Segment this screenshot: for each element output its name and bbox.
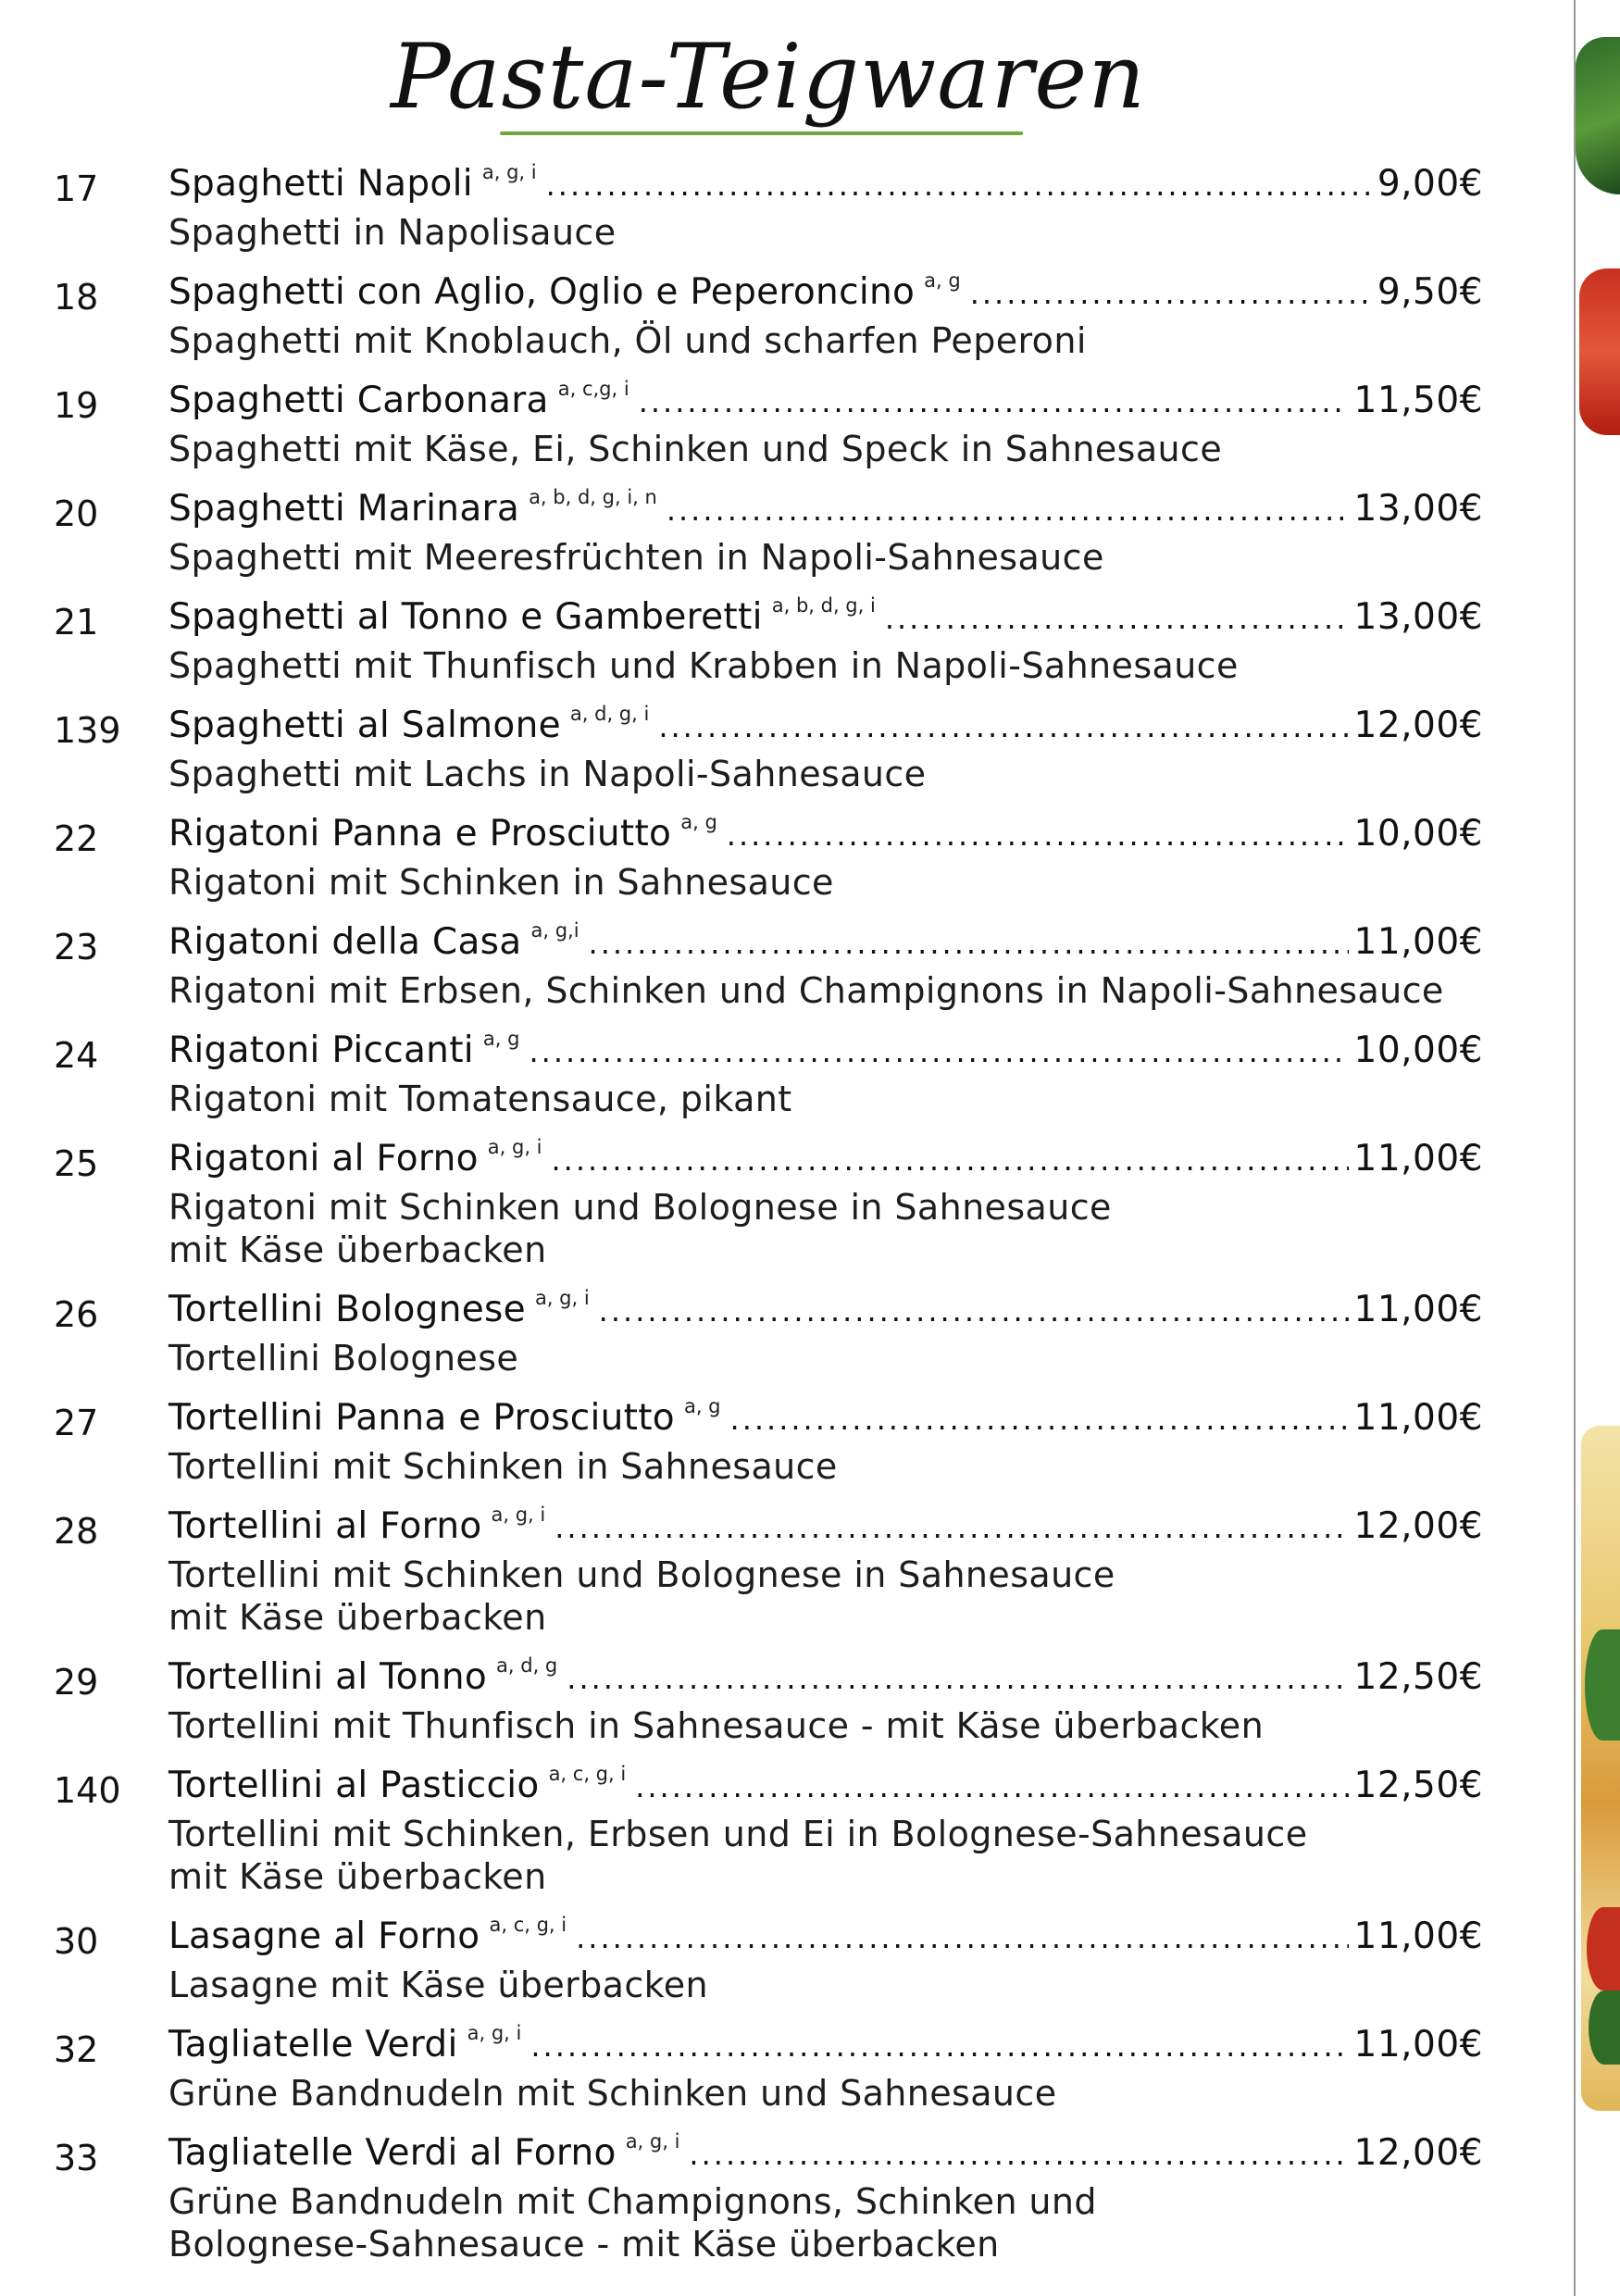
menu-item-description: Rigatoni mit Schinken und Bolognese in Sahnesauce: [168, 1187, 1112, 1228]
menu-item-number: 17: [54, 168, 99, 209]
menu-item-name: Spaghetti al Tonno e Gamberetti: [168, 596, 763, 638]
menu-item: [0, 379, 1500, 470]
menu-item-name: Spaghetti Napoli: [168, 163, 473, 205]
dot-leader: [529, 1029, 1348, 1074]
menu-item-number: 30: [54, 1921, 99, 1962]
menu-item-allergens: a, g,i: [530, 919, 579, 942]
menu-item-price: 12,50€: [1353, 1656, 1483, 1698]
menu-item-name: Spaghetti Carbonara: [168, 380, 549, 421]
menu-item: [0, 270, 1500, 362]
dot-leader: [970, 271, 1372, 316]
menu-item-name: Tagliatelle Verdi: [168, 2024, 458, 2065]
menu-item-row: [168, 2131, 1483, 2180]
menu-item: [0, 1288, 1500, 1379]
menu-item-allergens: a, g: [683, 1395, 721, 1417]
menu-item-number: 24: [54, 1035, 99, 1076]
menu-item: [0, 487, 1500, 579]
menu-item-name: Tortellini al Pasticcio: [168, 1765, 540, 1806]
dot-leader: [658, 705, 1348, 749]
basil-leaf-icon: [1585, 1629, 1620, 1741]
dot-leader: [576, 1915, 1348, 1960]
menu-item-number: 33: [54, 2138, 99, 2178]
menu-item-row: [168, 270, 1483, 319]
page-edge-line: [1574, 0, 1576, 2296]
menu-item-description: Grüne Bandnudeln mit Champignons, Schinken und: [168, 2181, 1097, 2222]
menu-item-name: Tortellini al Tonno: [168, 1656, 488, 1698]
menu-item-number: 19: [54, 385, 99, 426]
menu-item: [0, 1396, 1500, 1488]
menu-item-row: [168, 812, 1483, 861]
menu-item-description: mit Käse überbacken: [168, 1229, 547, 1270]
menu-item: [0, 1655, 1500, 1747]
dot-leader: [599, 1289, 1349, 1333]
menu-item-price: 9,50€: [1377, 271, 1483, 313]
menu-item-description: Spaghetti mit Thunfisch und Krabben in Napoli-Sahnesauce: [168, 645, 1239, 686]
menu-item-allergens: a, b, d, g, i, n: [529, 486, 657, 508]
menu-item-price: 11,00€: [1353, 1397, 1483, 1439]
menu-item-allergens: a, b, d, g, i: [771, 594, 876, 617]
menu-item-price: 11,00€: [1353, 2024, 1483, 2065]
dot-leader: [730, 1397, 1349, 1441]
menu-item-allergens: a, g: [924, 269, 961, 292]
menu-item-name: Lasagne al Forno: [168, 1915, 480, 1957]
menu-item-price: 12,50€: [1353, 1765, 1483, 1806]
tomato-icon: [1579, 268, 1620, 435]
menu-item-description: Bolognese-Sahnesauce - mit Käse überbacken: [168, 2224, 1000, 2265]
dot-leader: [639, 380, 1349, 424]
menu-item-allergens: a, g, i: [625, 2130, 680, 2152]
menu-item-row: [168, 1504, 1483, 1554]
menu-item-number: 26: [54, 1294, 99, 1335]
menu-item-description: Rigatoni mit Schinken in Sahnesauce: [168, 862, 834, 903]
menu-item-name: Tortellini Bolognese: [168, 1289, 526, 1330]
menu-item-row: [168, 1655, 1483, 1704]
menu-item-row: [168, 2023, 1483, 2072]
dot-leader: [546, 163, 1372, 207]
menu-item-number: 18: [54, 277, 99, 318]
menu-item-description: Lasagne mit Käse überbacken: [168, 1965, 708, 2005]
menu-item-name: Tortellini Panna e Prosciutto: [168, 1397, 675, 1439]
menu-item-number: 28: [54, 1511, 99, 1552]
menu-item-name: Spaghetti Marinara: [168, 488, 520, 530]
menu-item: [0, 812, 1500, 904]
menu-item-allergens: a, g, i: [467, 2022, 522, 2044]
menu-item-number: 23: [54, 927, 99, 967]
menu-item-description: Tortellini mit Schinken in Sahnesauce: [168, 1446, 838, 1487]
menu-item-price: 12,00€: [1353, 705, 1483, 746]
menu-item-allergens: a, g, i: [487, 1136, 542, 1158]
dot-leader: [635, 1765, 1348, 1809]
menu-item: [0, 1504, 1500, 1639]
menu-item: [0, 920, 1500, 1012]
menu-item-name: Tagliatelle Verdi al Forno: [168, 2132, 617, 2174]
dot-leader: [552, 1138, 1349, 1182]
menu-item-allergens: a, g, i: [491, 1504, 546, 1526]
menu-item-price: 9,00€: [1377, 163, 1483, 205]
menu-item-price: 11,00€: [1353, 1138, 1483, 1179]
menu-item: [0, 1029, 1500, 1120]
menu-item-price: 11,50€: [1353, 380, 1483, 421]
menu-item-allergens: a, g, i: [481, 161, 537, 183]
menu-item: [0, 2131, 1500, 2265]
menu-item-name: Tortellini al Forno: [168, 1505, 482, 1547]
menu-item-description: Spaghetti mit Meeresfrüchten in Napoli-Sahnesauce: [168, 537, 1104, 578]
menu-item-name: Rigatoni Panna e Prosciutto: [168, 813, 672, 855]
menu-item-price: 11,00€: [1353, 1289, 1483, 1330]
menu-item-allergens: a, d, g, i: [569, 703, 650, 725]
menu-item-name: Rigatoni della Casa: [168, 921, 522, 963]
menu-item-description: Tortellini mit Schinken, Erbsen und Ei in Bolognese-Sahnesauce: [168, 1814, 1308, 1854]
menu-item-allergens: a, g, i: [534, 1287, 590, 1309]
menu-item-description: Tortellini mit Schinken und Bolognese in Sahnesauce: [168, 1554, 1115, 1595]
menu-item-list: [0, 162, 1500, 2282]
menu-item-price: 13,00€: [1353, 488, 1483, 530]
menu-item-price: 10,00€: [1353, 813, 1483, 855]
dot-leader: [555, 1505, 1348, 1550]
menu-item-number: 27: [54, 1403, 99, 1443]
menu-item-row: [168, 1764, 1483, 1813]
menu-item-description: Rigatoni mit Tomatensauce, pikant: [168, 1079, 792, 1119]
menu-item-row: [168, 487, 1483, 536]
menu-item-description: Tortellini Bolognese: [168, 1338, 519, 1379]
menu-item-description: Rigatoni mit Erbsen, Schinken und Champignons in Napoli-Sahnesauce: [168, 970, 1444, 1011]
menu-item-price: 13,00€: [1353, 596, 1483, 638]
menu-item-description: Spaghetti mit Knoblauch, Öl und scharfen Peperoni: [168, 320, 1087, 361]
menu-item: [0, 2023, 1500, 2115]
menu-item-allergens: a, d, g: [496, 1654, 558, 1677]
dot-leader: [567, 1656, 1348, 1701]
title-wrap: [0, 26, 1537, 128]
menu-item-row: [168, 1915, 1483, 1964]
menu-item: [0, 1915, 1500, 2006]
basil-leaf-icon: [1576, 37, 1620, 194]
menu-item: [0, 162, 1500, 254]
menu-item-row: [168, 1396, 1483, 1445]
dot-leader: [885, 596, 1349, 641]
basil-leaf-icon: [1589, 1990, 1620, 2065]
menu-item-number: 32: [54, 2029, 99, 2070]
menu-item-price: 11,00€: [1353, 1915, 1483, 1957]
menu-item-row: [168, 1137, 1483, 1186]
menu-item-name: Rigatoni Piccanti: [168, 1029, 474, 1071]
menu-item-name: Rigatoni al Forno: [168, 1138, 479, 1179]
menu-item-allergens: a, c, g, i: [548, 1763, 627, 1785]
title-underline: [500, 131, 1023, 135]
menu-item-number: 22: [54, 818, 99, 859]
dot-leader: [727, 813, 1349, 857]
menu-item: [0, 1137, 1500, 1271]
dot-leader: [530, 2024, 1348, 2068]
dot-leader: [589, 921, 1349, 966]
menu-item-description: Grüne Bandnudeln mit Schinken und Sahnesauce: [168, 2073, 1057, 2114]
menu-item: [0, 1764, 1500, 1898]
menu-item-description: Spaghetti in Napolisauce: [168, 212, 617, 253]
menu-item-row: [168, 379, 1483, 428]
menu-item-name: Spaghetti al Salmone: [168, 705, 561, 746]
menu-item-row: [168, 595, 1483, 644]
menu-item-description: Spaghetti mit Lachs in Napoli-Sahnesauce: [168, 754, 927, 794]
menu-item-number: 25: [54, 1143, 99, 1184]
menu-item-allergens: a, g: [482, 1028, 520, 1050]
menu-item-description: mit Käse überbacken: [168, 1597, 547, 1638]
dot-leader: [667, 488, 1349, 532]
menu-item: [0, 595, 1500, 687]
menu-item-row: [168, 920, 1483, 969]
menu-item-allergens: a, g: [680, 811, 717, 833]
menu-item-number: 29: [54, 1662, 99, 1703]
menu-item-description: Spaghetti mit Käse, Ei, Schinken und Speck in Sahnesauce: [168, 429, 1223, 469]
menu-item-price: 11,00€: [1353, 921, 1483, 963]
menu-item-name: Spaghetti con Aglio, Oglio e Peperoncino: [168, 271, 916, 313]
menu-item-row: [168, 1288, 1483, 1337]
menu-item-row: [168, 162, 1483, 211]
dot-leader: [689, 2132, 1348, 2177]
page-title: Pasta-Teigwaren: [390, 25, 1147, 129]
tomato-icon: [1587, 1907, 1620, 1990]
menu-item-price: 12,00€: [1353, 2132, 1483, 2174]
menu-item-allergens: a, c, g, i: [489, 1914, 567, 1936]
menu-item-number: 139: [54, 710, 121, 751]
menu-item-description: mit Käse überbacken: [168, 1856, 547, 1897]
menu-item-description: Tortellini mit Thunfisch in Sahnesauce - mit Käse überbacken: [168, 1705, 1265, 1746]
menu-item-allergens: a, c,g, i: [557, 378, 629, 400]
menu-item-number: 21: [54, 602, 99, 643]
menu-item-row: [168, 1029, 1483, 1078]
menu-item-number: 20: [54, 493, 99, 534]
menu-item-price: 10,00€: [1353, 1029, 1483, 1071]
menu-item-price: 12,00€: [1353, 1505, 1483, 1547]
menu-item-number: 140: [54, 1770, 121, 1811]
menu-item-row: [168, 704, 1483, 753]
menu-item: [0, 704, 1500, 795]
